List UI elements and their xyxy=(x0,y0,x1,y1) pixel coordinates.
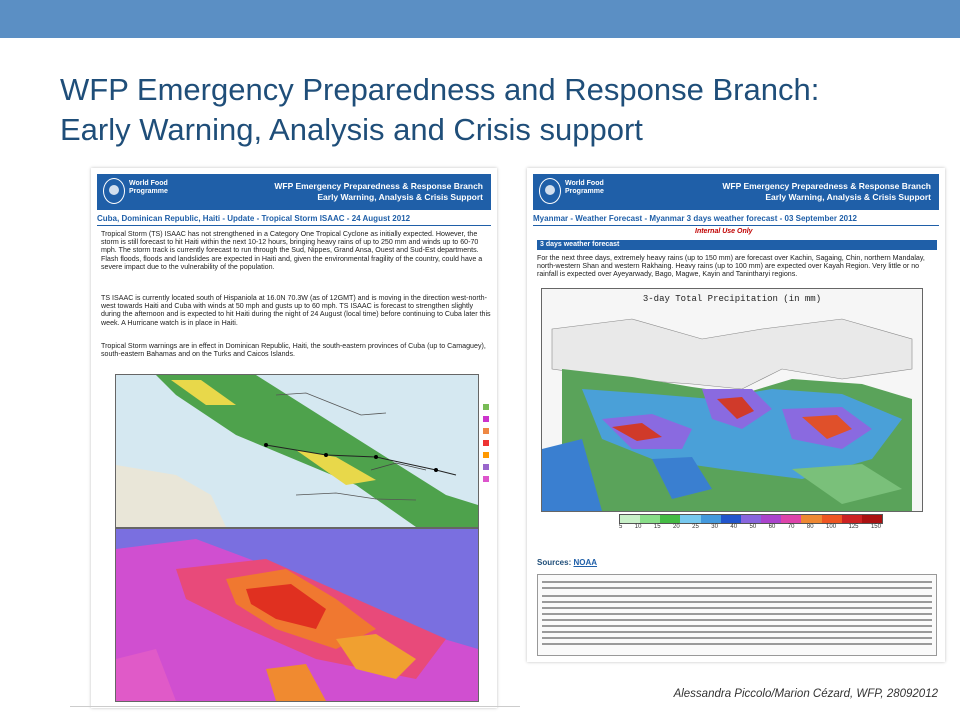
noaa-link[interactable]: NOAA xyxy=(573,558,598,567)
subtitle-rule xyxy=(533,225,939,226)
section-bar: 3 days weather forecast xyxy=(537,240,937,250)
report-header-title xyxy=(722,181,931,203)
precip-colorbar xyxy=(619,514,883,524)
slide-title-line-2: Early Warning, Analysis and Crisis support xyxy=(60,112,643,147)
colorbar-tick: 70 xyxy=(787,524,795,530)
colorbar-tick: 100 xyxy=(826,524,837,530)
report-header xyxy=(533,174,939,210)
report-subtitle: Myanmar - Weather Forecast - Myanmar 3 days weather forecast - 03 September 2012 xyxy=(533,214,857,223)
colorbar-tick: 10 xyxy=(634,524,642,530)
slide-footer: Alessandra Piccolo/Marion Cézard, WFP, 28092012 xyxy=(673,688,938,700)
precipitation-map-caribbean xyxy=(115,528,479,702)
colorbar-tick: 25 xyxy=(692,524,699,530)
storm-track-map xyxy=(115,374,479,528)
wfp-logo-icon xyxy=(539,178,561,204)
myanmar-weather-report xyxy=(527,168,945,662)
header-title-line-1: WFP Emergency Preparedness & Response Branch xyxy=(274,181,483,191)
asia-precipitation-map xyxy=(541,288,923,512)
header-title-line-1: WFP Emergency Preparedness & Response Branch xyxy=(722,181,931,191)
footer-rule xyxy=(70,706,520,707)
disclaimer-box xyxy=(537,574,937,656)
wfp-logo-icon xyxy=(103,178,125,204)
slide-title xyxy=(60,70,940,150)
sources-line xyxy=(537,558,597,567)
sources-label: Sources: xyxy=(537,558,572,567)
colorbar-ticks xyxy=(619,524,881,530)
top-accent-bar xyxy=(0,0,960,38)
report-subtitle: Cuba, Dominican Republic, Haiti - Update - Tropical Storm ISAAC - 24 August 2012 xyxy=(97,214,411,223)
internal-use-note: Internal Use Only xyxy=(695,228,753,235)
precip-svg xyxy=(116,529,478,701)
haiti-storm-report xyxy=(91,168,497,708)
org-name: World Food Programme xyxy=(129,180,168,195)
map-title: 3-day Total Precipitation (in mm) xyxy=(642,294,822,304)
colorbar-tick: 5 xyxy=(619,524,623,530)
colorbar-tick: 125 xyxy=(848,524,859,530)
slide-title-line-1: WFP Emergency Preparedness and Response Branch: xyxy=(60,72,820,107)
colorbar-tick: 30 xyxy=(711,524,718,530)
colorbar-tick: 40 xyxy=(730,524,738,530)
storm-track-svg xyxy=(116,375,478,527)
report-paragraph-1: Tropical Storm (TS) ISAAC has not strengthened in a Category One Tropical Cyclone as initially expected. However, the storm is still forecast to hit Haiti within the next 10-12 hours, bringing heavy rains of up to 250 mm and winds up to 60-70 mph. The storm track is currently forecast to run through the Sud, Nippes, Grand Ansa, Ouest and Sud-Est departments. Flash floods, floods and landslides are expected in Haiti and, given the environmental fragility of the country, could have a severe impact due to the vulnerability of the population. xyxy=(101,230,483,271)
colorbar-tick: 60 xyxy=(768,524,776,530)
colorbar-tick: 50 xyxy=(749,524,757,530)
report-paragraph-3: Tropical Storm warnings are in effect in Dominican Republic, Haiti, the south-eastern provinces of Cuba (up to Camaguey), south-eastern Bahamas and on the Turks and Caicos Islands. xyxy=(101,342,486,359)
colorbar-tick: 150 xyxy=(870,524,881,530)
header-title-line-2: Early Warning, Analysis & Crisis Support xyxy=(317,192,483,202)
report-paragraph-2: TS ISAAC is currently located south of Hispaniola at 16.0N 70.3W (as of 12GMT) and is moving in the direction west-north-west towards Haiti and Cuba with winds at 50 mph and gusts up to 60 mph. TS ISAAC is forecast to strengthen slightly during the afternoon and is expected to hit Haiti during the night of 24 August (local time) before continuing to Cuba later this week. A Hurricane watch is in place in Haiti. xyxy=(101,294,491,327)
report-header xyxy=(97,174,491,210)
colorbar-tick: 20 xyxy=(673,524,680,530)
map-legend-strip xyxy=(483,398,493,698)
colorbar-tick: 15 xyxy=(653,524,661,530)
org-name: World Food Programme xyxy=(565,180,604,195)
colorbar-tick: 80 xyxy=(806,524,814,530)
subtitle-rule xyxy=(97,225,491,226)
report-header-title xyxy=(274,181,483,203)
asia-precip-svg xyxy=(542,289,922,511)
header-title-line-2: Early Warning, Analysis & Crisis Support xyxy=(765,192,931,202)
forecast-paragraph: For the next three days, extremely heavy rains (up to 150 mm) are forecast over Kachin, Sagaing, Chin, northern Mandalay, north-western Shan and western Rakhaing. Heavy rains (up to 100 mm) are expected over Kayah Region. Very little or no rainfall is expected over Ayeyarwady, Bago, Magwe, Kayin and Tanintharyi regions. xyxy=(537,254,925,279)
